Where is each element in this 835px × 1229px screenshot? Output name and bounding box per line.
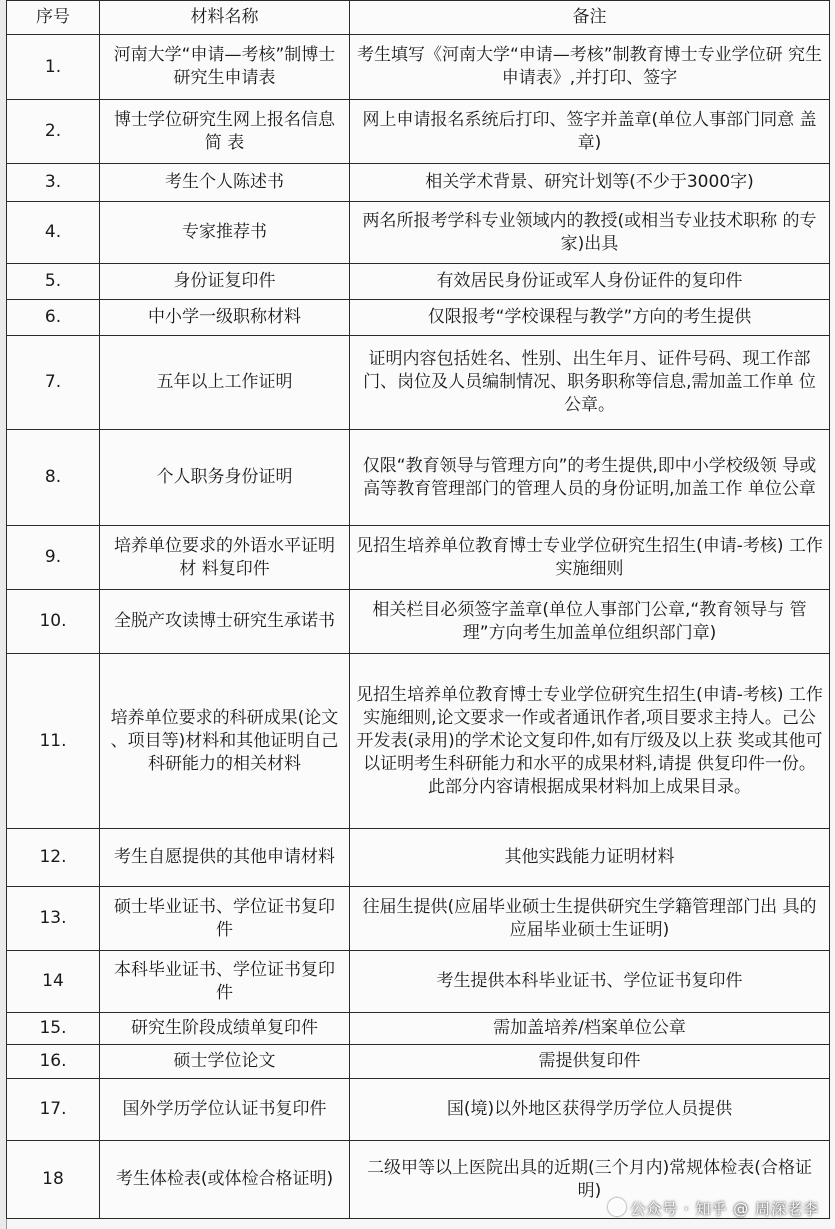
table-row	[7, 526, 830, 590]
table-row	[7, 430, 830, 526]
row-index: 7.	[7, 336, 100, 430]
remark: 证明内容包括姓名、性别、出生年月、证件号码、现工作部 门、岗位及人员编制情况、职务职称等信息,需加盖工作单 位公章。	[350, 336, 830, 430]
material-name: 专家推荐书	[100, 202, 350, 264]
remark: 二级甲等以上医院出具的近期(三个月内)常规体检表(合格证明)	[350, 1141, 830, 1219]
material-name: 个人职务身份证明	[100, 430, 350, 526]
remark: 见招生培养单位教育博士专业学位研究生招生(申请-考核) 工作实施细则,论文要求一作或者通讯作者,项目要求主持人。己公开发表(录用)的学术论文复印件,如有厅级及以上获 奖或其他可以证明考生科研能力和水平的成果材料,请提 供复印件一份。此部分内容请根据成果材料加上成果目录。	[350, 654, 830, 829]
table-row	[7, 202, 830, 264]
table-row	[7, 100, 830, 164]
header-material-name: 材料名称	[100, 1, 350, 35]
table-row	[7, 1045, 830, 1079]
table-row	[7, 336, 830, 430]
row-index: 2.	[7, 100, 100, 164]
remark: 相关栏目必须签字盖章(单位人事部门公章,“教育领导与 管理”方向考生加盖单位组织部门章)	[350, 590, 830, 654]
table-row	[7, 887, 830, 951]
material-name: 五年以上工作证明	[100, 336, 350, 430]
material-name: 考生个人陈述书	[100, 164, 350, 202]
header-remarks: 备注	[350, 1, 830, 35]
material-name: 考生自愿提供的其他申请材料	[100, 829, 350, 887]
row-index: 4.	[7, 202, 100, 264]
row-index: 6.	[7, 300, 100, 336]
material-name: 本科毕业证书、学位证书复印件	[100, 951, 350, 1013]
materials-table	[6, 0, 830, 1219]
material-name: 培养单位要求的科研成果(论文 、项目等)材料和其他证明自己 科研能力的相关材料	[100, 654, 350, 829]
row-index: 8.	[7, 430, 100, 526]
row-index: 10.	[7, 590, 100, 654]
row-index: 16.	[7, 1045, 100, 1079]
table-row	[7, 829, 830, 887]
material-name: 中小学一级职称材料	[100, 300, 350, 336]
material-name: 培养单位要求的外语水平证明材 料复印件	[100, 526, 350, 590]
remark: 需加盖培养/档案单位公章	[350, 1013, 830, 1045]
remark: 两名所报考学科专业领域内的教授(或相当专业技术职称 的专家)出具	[350, 202, 830, 264]
row-index: 9.	[7, 526, 100, 590]
material-name: 博士学位研究生网上报名信息简 表	[100, 100, 350, 164]
row-index: 17.	[7, 1079, 100, 1141]
remark: 仅限报考“学校课程与教学”方向的考生提供	[350, 300, 830, 336]
table-row	[7, 300, 830, 336]
remark: 往届生提供(应届毕业硕士生提供研究生学籍管理部门出 具的应届毕业硕士生证明)	[350, 887, 830, 951]
row-index: 1.	[7, 35, 100, 100]
material-name: 河南大学“申请—考核”制博士 研究生申请表	[100, 35, 350, 100]
remark: 考生填写《河南大学“申请—考核”制教育博士专业学位研 究生申请表》,并打印、签字	[350, 35, 830, 100]
remark: 有效居民身份证或军人身份证件的复印件	[350, 264, 830, 300]
watermark	[608, 1198, 819, 1219]
wechat-icon	[608, 1198, 626, 1216]
row-index: 13.	[7, 887, 100, 951]
remark: 相关学术背景、研究计划等(不少于3000字)	[350, 164, 830, 202]
table-row	[7, 1013, 830, 1045]
row-index: 18	[7, 1141, 100, 1219]
row-index: 11.	[7, 654, 100, 829]
material-name: 研究生阶段成绩单复印件	[100, 1013, 350, 1045]
remark: 考生提供本科毕业证书、学位证书复印件	[350, 951, 830, 1013]
remark: 需提供复印件	[350, 1045, 830, 1079]
table-row	[7, 1079, 830, 1141]
remark: 网上申请报名系统后打印、签字并盖章(单位人事部门同意 盖章)	[350, 100, 830, 164]
row-index: 12.	[7, 829, 100, 887]
table-row	[7, 264, 830, 300]
row-index: 14	[7, 951, 100, 1013]
table-row	[7, 590, 830, 654]
table-row	[7, 654, 830, 829]
row-index: 3.	[7, 164, 100, 202]
row-index: 5.	[7, 264, 100, 300]
header-index: 序号	[7, 1, 100, 35]
material-name: 硕士毕业证书、学位证书复印件	[100, 887, 350, 951]
watermark-text: 公众号 · 知乎 @ 周深老李	[630, 1200, 819, 1218]
material-name: 全脱产攻读博士研究生承诺书	[100, 590, 350, 654]
remark: 见招生培养单位教育博士专业学位研究生招生(申请-考核) 工作实施细则	[350, 526, 830, 590]
material-name: 考生体检表(或体检合格证明)	[100, 1141, 350, 1219]
material-name: 硕士学位论文	[100, 1045, 350, 1079]
remark: 国(境)以外地区获得学历学位人员提供	[350, 1079, 830, 1141]
remark: 仅限“教育领导与管理方向”的考生提供,即中小学校级领 导或高等教育管理部门的管理人员的身份证明,加盖工作 单位公章	[350, 430, 830, 526]
row-index: 15.	[7, 1013, 100, 1045]
material-name: 国外学历学位认证书复印件	[100, 1079, 350, 1141]
table-row	[7, 35, 830, 100]
material-name: 身份证复印件	[100, 264, 350, 300]
remark: 其他实践能力证明材料	[350, 829, 830, 887]
table-row	[7, 164, 830, 202]
table-header-row	[7, 1, 830, 35]
table-row	[7, 951, 830, 1013]
